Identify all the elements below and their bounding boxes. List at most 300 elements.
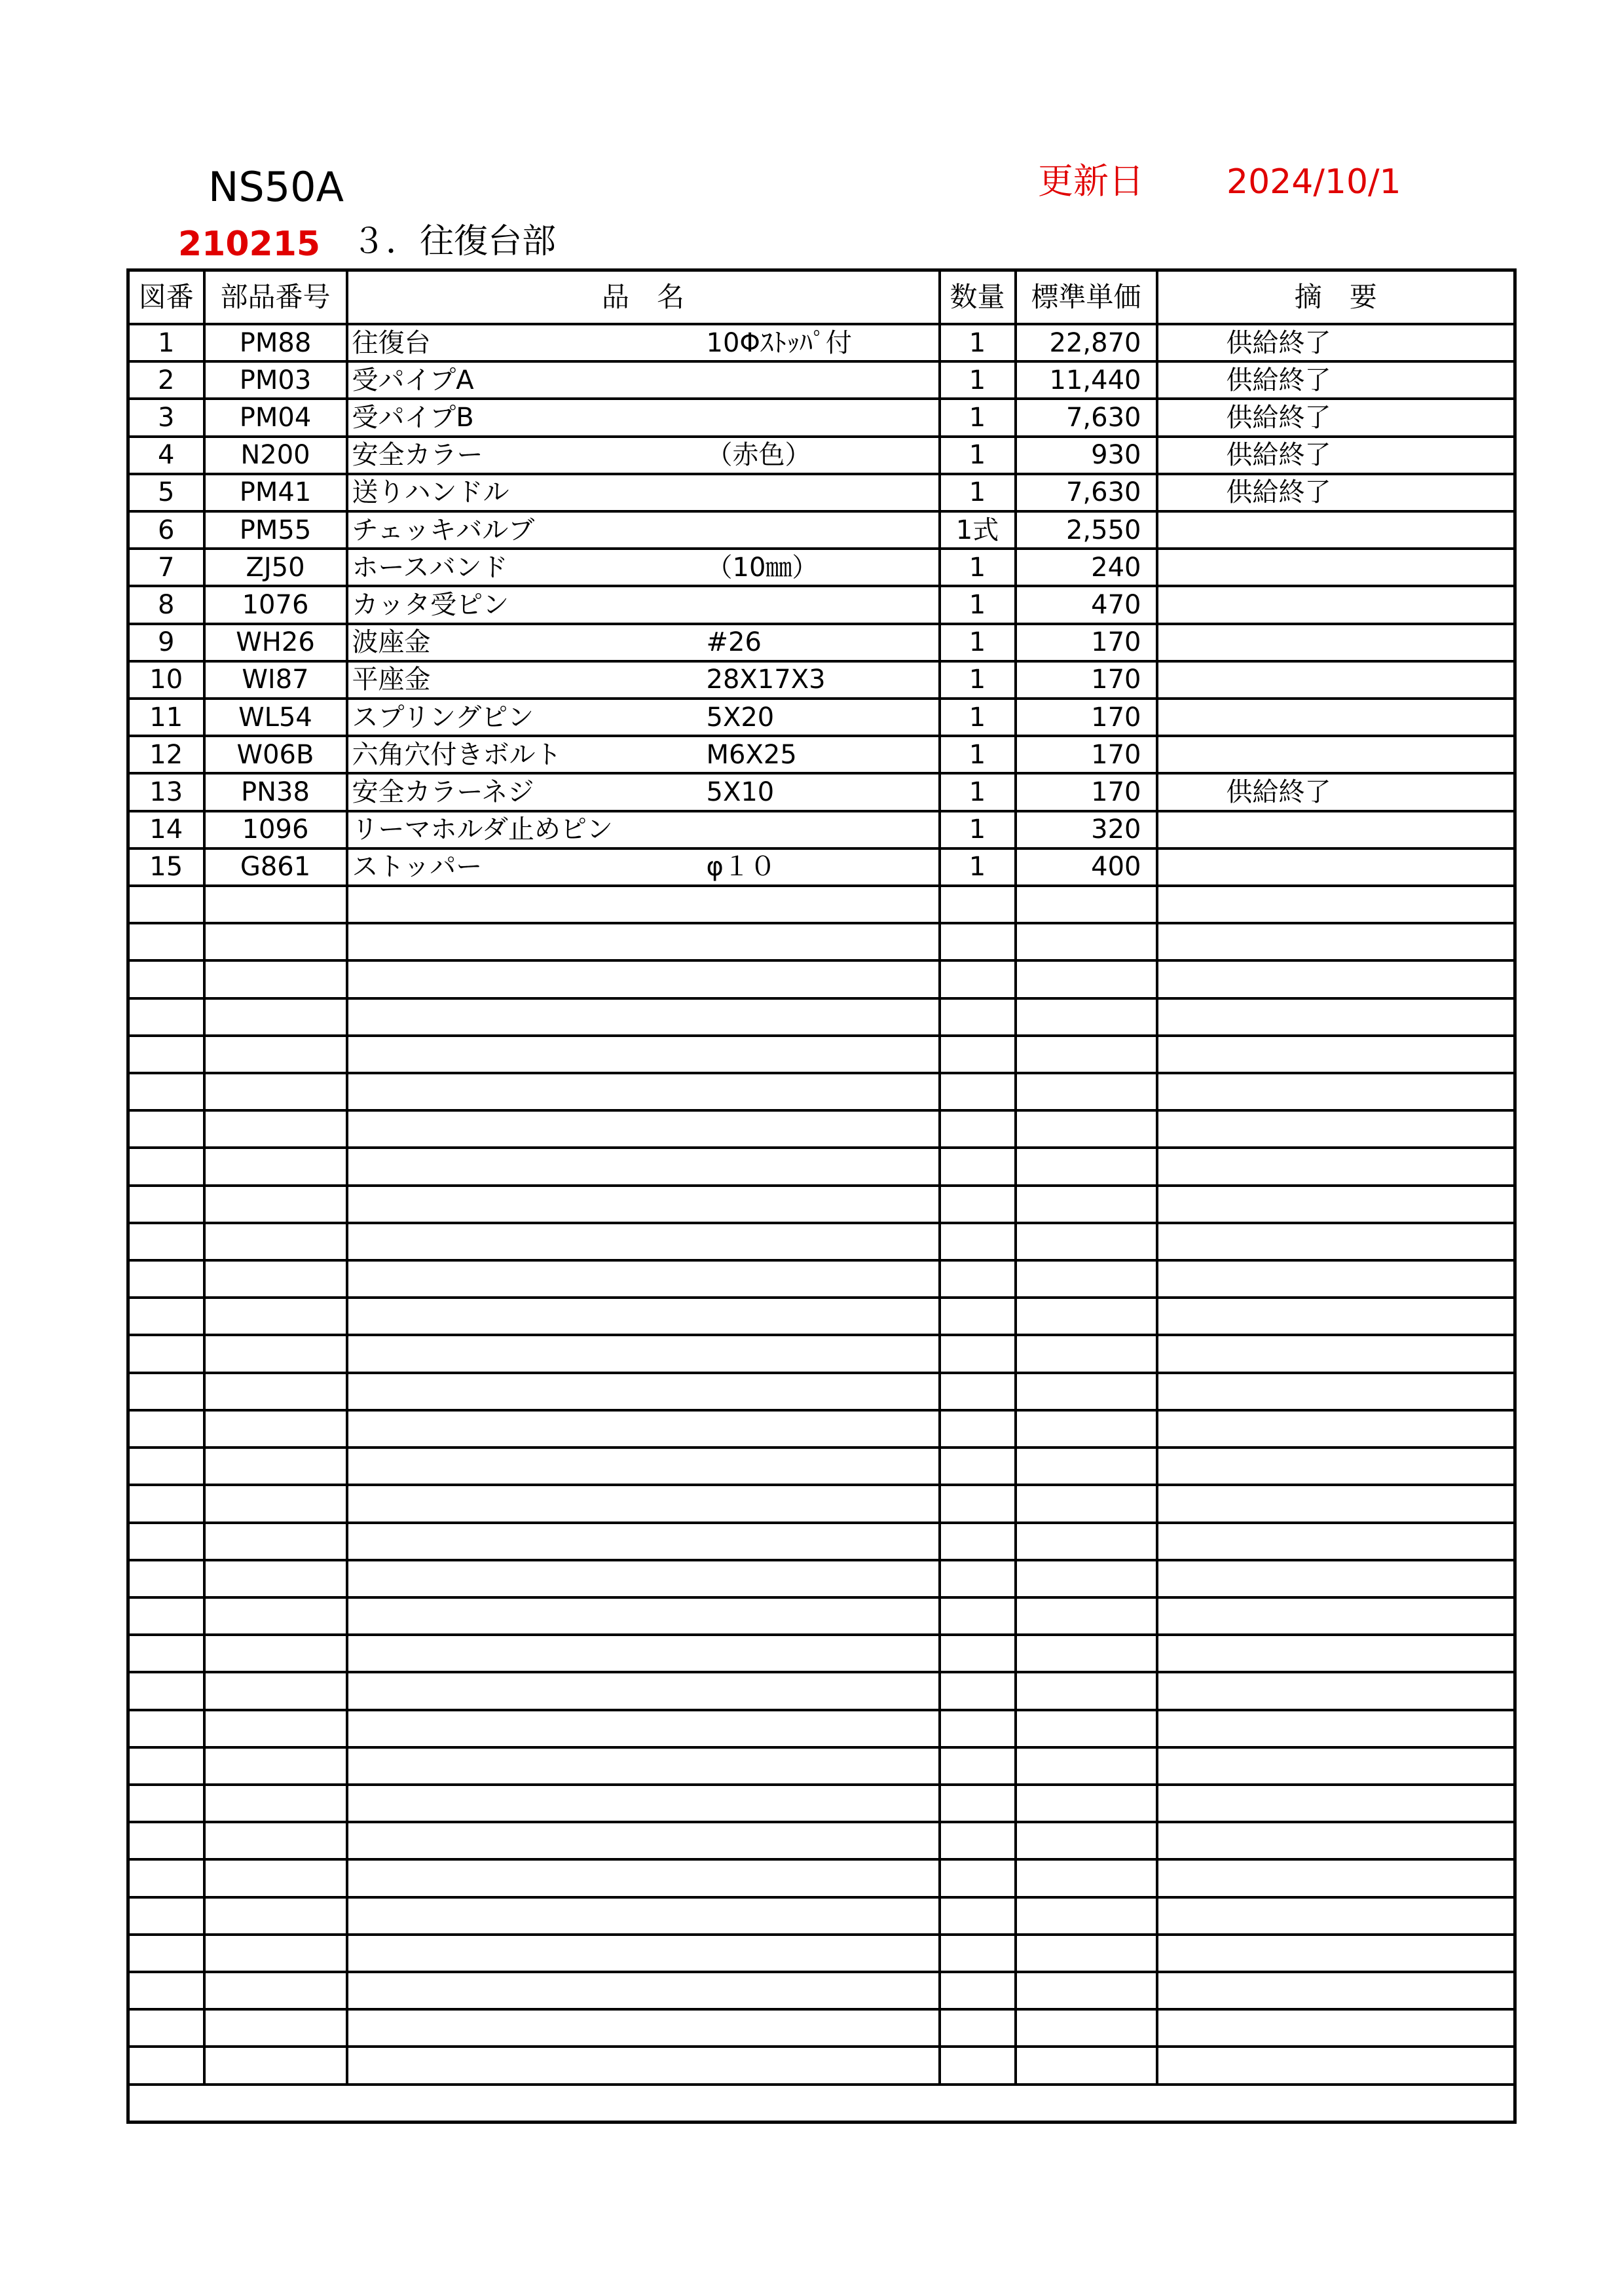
- empty-table-row: [128, 1785, 1515, 1822]
- part-name-cell: [347, 324, 940, 361]
- part-name-cell: [347, 1672, 940, 1709]
- table-row: [128, 736, 1515, 773]
- quantity-cell: [940, 1485, 1016, 1522]
- part-name-cell: [347, 586, 940, 623]
- table-row: [128, 361, 1515, 399]
- part-name-cell: [347, 923, 940, 960]
- quantity-cell: 1式: [940, 511, 1016, 549]
- empty-table-row: [128, 1523, 1515, 1560]
- unit-price-cell: [1016, 1410, 1157, 1448]
- figure-no-cell: 15: [128, 848, 204, 886]
- figure-no-cell: [128, 2009, 204, 2047]
- part-name-cell: [347, 811, 940, 848]
- empty-table-row: [128, 1186, 1515, 1223]
- unit-price-cell: [1016, 1785, 1157, 1822]
- part-name-cell: [347, 1298, 940, 1335]
- part-name-cell: [347, 399, 940, 436]
- footer-cell: [128, 2085, 1515, 2123]
- quantity-cell: 1: [940, 437, 1016, 474]
- quantity-cell: [940, 1935, 1016, 1972]
- part-number-cell: [204, 1859, 347, 1897]
- part-number-cell: WL54: [204, 699, 347, 736]
- part-name: ストッパー: [352, 852, 483, 883]
- table-row: [128, 399, 1515, 436]
- remarks-cell: [1157, 1635, 1515, 1672]
- part-name-wrap: [348, 550, 938, 585]
- quantity-cell: 1: [940, 661, 1016, 699]
- figure-no-cell: 14: [128, 811, 204, 848]
- part-number-cell: [204, 923, 347, 960]
- part-number-cell: 1096: [204, 811, 347, 848]
- figure-no-cell: [128, 1410, 204, 1448]
- empty-table-row: [128, 1223, 1515, 1260]
- figure-no-cell: [128, 2047, 204, 2085]
- figure-no-cell: 11: [128, 699, 204, 736]
- remarks-cell: [1157, 661, 1515, 699]
- part-name: リーマホルダ止めピン: [352, 814, 613, 845]
- quantity-cell: [940, 1822, 1016, 1859]
- figure-no-cell: [128, 1110, 204, 1148]
- remarks-cell: [1157, 1935, 1515, 1972]
- part-number-cell: PM03: [204, 361, 347, 399]
- empty-table-row: [128, 1560, 1515, 1597]
- part-name-cell: [347, 886, 940, 923]
- figure-no-cell: [128, 1822, 204, 1859]
- remarks-cell: [1157, 848, 1515, 886]
- empty-table-row: [128, 1935, 1515, 1972]
- part-name-cell: [347, 960, 940, 998]
- empty-table-row: [128, 1822, 1515, 1859]
- empty-table-row: [128, 886, 1515, 923]
- remarks-cell: [1157, 1523, 1515, 1560]
- part-name-cell: [347, 1710, 940, 1747]
- unit-price-cell: [1016, 2009, 1157, 2047]
- part-name-cell: [347, 1335, 940, 1372]
- remarks-cell: 供給終了: [1157, 399, 1515, 436]
- quantity-cell: [940, 2009, 1016, 2047]
- table-row: [128, 624, 1515, 661]
- part-name-cell: [347, 1223, 940, 1260]
- remarks-cell: 供給終了: [1157, 361, 1515, 399]
- unit-price-cell: 170: [1016, 736, 1157, 773]
- part-number-cell: [204, 1373, 347, 1410]
- table-row: [128, 511, 1515, 549]
- part-number-cell: [204, 1186, 347, 1223]
- quantity-cell: 1: [940, 474, 1016, 511]
- figure-no-cell: [128, 1148, 204, 1185]
- quantity-cell: [940, 1186, 1016, 1223]
- quantity-cell: [940, 1410, 1016, 1448]
- unit-price-cell: [1016, 1710, 1157, 1747]
- part-name-wrap: [348, 700, 938, 735]
- quantity-cell: [940, 1972, 1016, 2009]
- part-name-cell: [347, 1935, 940, 1972]
- part-name-wrap: [348, 774, 938, 809]
- figure-no-cell: [128, 1373, 204, 1410]
- quantity-cell: [940, 1523, 1016, 1560]
- part-number-cell: [204, 1672, 347, 1709]
- part-name-cell: [347, 848, 940, 886]
- empty-table-row: [128, 1897, 1515, 1935]
- remarks-cell: [1157, 2047, 1515, 2085]
- remarks-cell: [1157, 1410, 1515, 1448]
- part-number-cell: N200: [204, 437, 347, 474]
- quantity-cell: [940, 1897, 1016, 1935]
- part-number-cell: [204, 1560, 347, 1597]
- part-name-cell: [347, 1073, 940, 1110]
- part-name-cell: [347, 1560, 940, 1597]
- unit-price-cell: [1016, 1298, 1157, 1335]
- part-number-cell: [204, 1935, 347, 1972]
- quantity-cell: [940, 1148, 1016, 1185]
- table-row: [128, 699, 1515, 736]
- unit-price-cell: [1016, 1822, 1157, 1859]
- figure-no-cell: [128, 1710, 204, 1747]
- table-body: [128, 324, 1515, 2085]
- figure-no-cell: [128, 1972, 204, 2009]
- quantity-cell: 1: [940, 811, 1016, 848]
- part-name-cell: [347, 1260, 940, 1298]
- part-number-cell: [204, 1972, 347, 2009]
- empty-table-row: [128, 1148, 1515, 1185]
- part-name: 平座金: [352, 665, 431, 695]
- part-name-cell: [347, 2009, 940, 2047]
- part-number-cell: WI87: [204, 661, 347, 699]
- quantity-cell: [940, 1785, 1016, 1822]
- figure-no-cell: [128, 1260, 204, 1298]
- unit-price-cell: 170: [1016, 773, 1157, 811]
- part-name-cell: [347, 1972, 940, 2009]
- part-name-cell: [347, 736, 940, 773]
- remarks-cell: [1157, 1785, 1515, 1822]
- figure-no-cell: [128, 1785, 204, 1822]
- figure-no-cell: [128, 998, 204, 1036]
- unit-price-cell: 240: [1016, 549, 1157, 586]
- empty-table-row: [128, 1485, 1515, 1522]
- col-header-unit-price: 標準単価: [1016, 270, 1157, 325]
- part-number-cell: [204, 1223, 347, 1260]
- part-name: 波座金: [352, 627, 431, 658]
- part-spec: M6X25: [706, 739, 797, 770]
- figure-no-cell: [128, 1223, 204, 1260]
- part-name-wrap: [348, 438, 938, 473]
- remarks-cell: 供給終了: [1157, 324, 1515, 361]
- remarks-cell: [1157, 1373, 1515, 1410]
- empty-table-row: [128, 1036, 1515, 1073]
- part-name-cell: [347, 2047, 940, 2085]
- figure-no-cell: [128, 923, 204, 960]
- part-spec: 5X10: [706, 777, 775, 808]
- quantity-cell: [940, 998, 1016, 1036]
- part-name-cell: [347, 1186, 940, 1223]
- part-name-cell: [347, 998, 940, 1036]
- figure-no-cell: 13: [128, 773, 204, 811]
- part-name: ホースバンド: [352, 552, 508, 583]
- empty-table-row: [128, 2047, 1515, 2085]
- part-spec: （赤色）: [706, 440, 811, 471]
- part-number-cell: [204, 998, 347, 1036]
- model-name: NS50A: [208, 163, 344, 211]
- part-number-cell: [204, 1148, 347, 1185]
- quantity-cell: [940, 1260, 1016, 1298]
- unit-price-cell: [1016, 2047, 1157, 2085]
- unit-price-cell: [1016, 1972, 1157, 2009]
- unit-price-cell: 2,550: [1016, 511, 1157, 549]
- part-number-cell: PN38: [204, 773, 347, 811]
- remarks-cell: [1157, 811, 1515, 848]
- remarks-cell: [1157, 1448, 1515, 1485]
- unit-price-cell: [1016, 1073, 1157, 1110]
- part-number-cell: W06B: [204, 736, 347, 773]
- remarks-cell: [1157, 1897, 1515, 1935]
- quantity-cell: 1: [940, 624, 1016, 661]
- unit-price-cell: 930: [1016, 437, 1157, 474]
- quantity-cell: 1: [940, 324, 1016, 361]
- quantity-cell: [940, 2047, 1016, 2085]
- figure-no-cell: [128, 960, 204, 998]
- part-number-cell: WH26: [204, 624, 347, 661]
- empty-table-row: [128, 1672, 1515, 1709]
- figure-no-cell: 1: [128, 324, 204, 361]
- part-number-cell: [204, 1822, 347, 1859]
- part-name-cell: [347, 1036, 940, 1073]
- part-name-cell: [347, 1785, 940, 1822]
- unit-price-cell: [1016, 1373, 1157, 1410]
- part-number-cell: PM88: [204, 324, 347, 361]
- part-name-cell: [347, 661, 940, 699]
- section-title: ３．往復台部: [352, 222, 557, 261]
- part-name-wrap: [348, 475, 938, 510]
- part-name-cell: [347, 549, 940, 586]
- update-label: 更新日: [1038, 160, 1144, 202]
- part-number-cell: [204, 2047, 347, 2085]
- part-name-cell: [347, 1897, 940, 1935]
- remarks-cell: [1157, 1110, 1515, 1148]
- remarks-cell: [1157, 1073, 1515, 1110]
- figure-no-cell: 12: [128, 736, 204, 773]
- remarks-cell: [1157, 1597, 1515, 1635]
- figure-no-cell: [128, 1597, 204, 1635]
- part-name-cell: [347, 361, 940, 399]
- part-spec: #26: [706, 627, 762, 658]
- quantity-cell: [940, 923, 1016, 960]
- figure-no-cell: [128, 1335, 204, 1372]
- remarks-cell: [1157, 1822, 1515, 1859]
- table-row: [128, 474, 1515, 511]
- empty-table-row: [128, 1335, 1515, 1372]
- part-name: 安全カラーネジ: [352, 777, 534, 808]
- remarks-cell: 供給終了: [1157, 437, 1515, 474]
- quantity-cell: [940, 1747, 1016, 1785]
- quantity-cell: 1: [940, 549, 1016, 586]
- figure-no-cell: 3: [128, 399, 204, 436]
- part-name-wrap: [348, 513, 938, 547]
- quantity-cell: [940, 1335, 1016, 1372]
- empty-table-row: [128, 1972, 1515, 2009]
- unit-price-cell: [1016, 1448, 1157, 1485]
- part-name-wrap: [348, 737, 938, 772]
- remarks-cell: [1157, 1710, 1515, 1747]
- figure-no-cell: 6: [128, 511, 204, 549]
- part-number-cell: [204, 1523, 347, 1560]
- unit-price-cell: 170: [1016, 624, 1157, 661]
- figure-no-cell: [128, 1859, 204, 1897]
- part-name: 安全カラー: [352, 440, 483, 471]
- remarks-cell: [1157, 1148, 1515, 1185]
- col-header-figure-no: 図番: [128, 270, 204, 325]
- part-name-cell: [347, 1597, 940, 1635]
- part-name: チェッキバルブ: [352, 515, 535, 545]
- remarks-cell: [1157, 624, 1515, 661]
- table-row: [128, 848, 1515, 886]
- table-footer-row: [128, 2085, 1515, 2123]
- quantity-cell: [940, 1036, 1016, 1073]
- part-spec: φ１０: [706, 852, 776, 883]
- figure-no-cell: 2: [128, 361, 204, 399]
- empty-table-row: [128, 960, 1515, 998]
- col-header-remarks: 摘 要: [1157, 270, 1515, 325]
- part-name-wrap: [348, 587, 938, 622]
- part-name-wrap: [348, 363, 938, 397]
- part-number-cell: [204, 1260, 347, 1298]
- part-name: 往復台: [352, 327, 431, 358]
- quantity-cell: [940, 1298, 1016, 1335]
- quantity-cell: [940, 1373, 1016, 1410]
- empty-table-row: [128, 1410, 1515, 1448]
- part-name-cell: [347, 699, 940, 736]
- quantity-cell: 1: [940, 586, 1016, 623]
- empty-table-row: [128, 1110, 1515, 1148]
- part-number-cell: [204, 1110, 347, 1148]
- empty-table-row: [128, 998, 1515, 1036]
- part-name-cell: [347, 1523, 940, 1560]
- unit-price-cell: 7,630: [1016, 474, 1157, 511]
- unit-price-cell: [1016, 1523, 1157, 1560]
- part-name: 受パイプB: [352, 403, 474, 433]
- quantity-cell: [940, 1710, 1016, 1747]
- remarks-cell: [1157, 1859, 1515, 1897]
- remarks-cell: [1157, 699, 1515, 736]
- part-name: 六角穴付きボルト: [352, 739, 562, 770]
- remarks-cell: [1157, 549, 1515, 586]
- quantity-cell: 1: [940, 773, 1016, 811]
- part-number-cell: PM55: [204, 511, 347, 549]
- unit-price-cell: [1016, 1335, 1157, 1372]
- unit-price-cell: 470: [1016, 586, 1157, 623]
- part-number-cell: [204, 1073, 347, 1110]
- remarks-cell: [1157, 1186, 1515, 1223]
- table-row: [128, 586, 1515, 623]
- quantity-cell: 1: [940, 848, 1016, 886]
- part-number-cell: [204, 1897, 347, 1935]
- remarks-cell: [1157, 1335, 1515, 1372]
- unit-price-cell: 170: [1016, 699, 1157, 736]
- figure-no-cell: [128, 1635, 204, 1672]
- figure-no-cell: [128, 886, 204, 923]
- part-name-cell: [347, 437, 940, 474]
- part-name-cell: [347, 1410, 940, 1448]
- unit-price-cell: 11,440: [1016, 361, 1157, 399]
- part-name-cell: [347, 511, 940, 549]
- remarks-cell: 供給終了: [1157, 474, 1515, 511]
- remarks-cell: [1157, 1485, 1515, 1522]
- part-name-wrap: [348, 850, 938, 884]
- table-row: [128, 324, 1515, 361]
- quantity-cell: [940, 886, 1016, 923]
- quantity-cell: 1: [940, 699, 1016, 736]
- unit-price-cell: [1016, 1223, 1157, 1260]
- remarks-cell: [1157, 1972, 1515, 2009]
- unit-price-cell: 400: [1016, 848, 1157, 886]
- figure-no-cell: [128, 1073, 204, 1110]
- part-name-wrap: [348, 325, 938, 360]
- part-number-cell: [204, 1036, 347, 1073]
- table-row: [128, 661, 1515, 699]
- remarks-cell: [1157, 998, 1515, 1036]
- unit-price-cell: 320: [1016, 811, 1157, 848]
- part-name-cell: [347, 1859, 940, 1897]
- figure-no-cell: [128, 1747, 204, 1785]
- quantity-cell: 1: [940, 361, 1016, 399]
- empty-table-row: [128, 2009, 1515, 2047]
- figure-no-cell: 10: [128, 661, 204, 699]
- empty-table-row: [128, 1710, 1515, 1747]
- part-name-cell: [347, 1110, 940, 1148]
- remarks-cell: 供給終了: [1157, 773, 1515, 811]
- part-name-cell: [347, 1448, 940, 1485]
- part-name-wrap: [348, 663, 938, 697]
- unit-price-cell: [1016, 1935, 1157, 1972]
- col-header-quantity: 数量: [940, 270, 1016, 325]
- part-number-cell: PM41: [204, 474, 347, 511]
- part-name-cell: [347, 1635, 940, 1672]
- unit-price-cell: [1016, 998, 1157, 1036]
- part-name: スプリングピン: [352, 702, 534, 733]
- part-number-cell: [204, 960, 347, 998]
- figure-no-cell: [128, 1935, 204, 1972]
- figure-no-cell: [128, 1523, 204, 1560]
- empty-table-row: [128, 1747, 1515, 1785]
- quantity-cell: [940, 1635, 1016, 1672]
- unit-price-cell: [1016, 1560, 1157, 1597]
- remarks-cell: [1157, 960, 1515, 998]
- remarks-cell: [1157, 1298, 1515, 1335]
- quantity-cell: [940, 1448, 1016, 1485]
- part-name: 受パイプA: [352, 365, 474, 395]
- figure-no-cell: 7: [128, 549, 204, 586]
- remarks-cell: [1157, 1260, 1515, 1298]
- part-name-cell: [347, 1148, 940, 1185]
- part-number-cell: [204, 1335, 347, 1372]
- table-row: [128, 773, 1515, 811]
- quantity-cell: 1: [940, 736, 1016, 773]
- part-number-cell: 1076: [204, 586, 347, 623]
- part-spec: 28X17X3: [706, 665, 826, 695]
- part-spec: 5X20: [706, 702, 775, 733]
- remarks-cell: [1157, 511, 1515, 549]
- table-row: [128, 437, 1515, 474]
- remarks-cell: [1157, 1747, 1515, 1785]
- quantity-cell: [940, 960, 1016, 998]
- remarks-cell: [1157, 2009, 1515, 2047]
- part-number-cell: [204, 1785, 347, 1822]
- part-spec: （10㎜）: [706, 552, 819, 583]
- empty-table-row: [128, 923, 1515, 960]
- part-number-cell: ZJ50: [204, 549, 347, 586]
- remarks-cell: [1157, 886, 1515, 923]
- empty-table-row: [128, 1859, 1515, 1897]
- figure-no-cell: [128, 1897, 204, 1935]
